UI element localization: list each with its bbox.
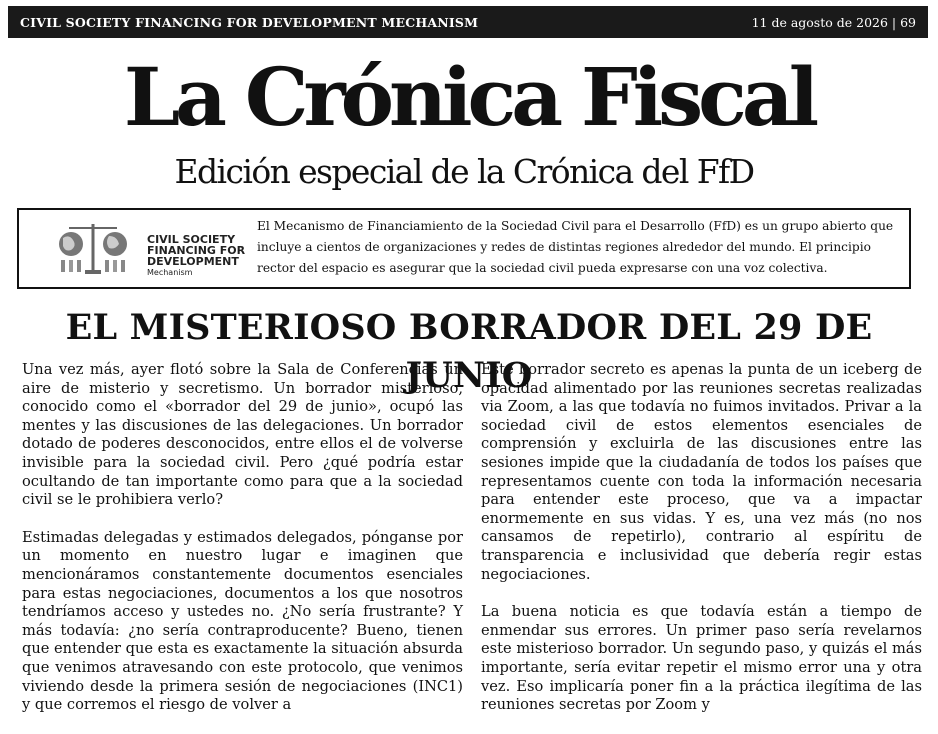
- ffd-logo: [57, 220, 247, 276]
- logo-line-3: DEVELOPMENT: [147, 255, 239, 268]
- paragraph: Estimadas delegadas y estimados delegados, pónganse por un momento en nuestro lugar e imaginen que mencionáramos constantemente documentos esenciales para estas negociaciones, documentos a los que nosotros tendríamos acceso y ustedes no. ¿No sería frustrante? Y más todavía: ¿no sería contraproducente? Bueno, tienen que entender que esta es exactamente la situación absurda que venimos atravesando con este protocolo, que venimos viviendo desde la primera sesión de negociaciones (INC1) y que corremos el riesgo de volver a: [22, 528, 463, 714]
- newspaper-title: La Crónica Fiscal: [123, 50, 815, 144]
- logo-line-4: Mechanism: [147, 268, 193, 277]
- article-column-right: [481, 361, 922, 734]
- article-column-left: [22, 361, 463, 734]
- logo-line-2: FINANCING FOR: [147, 244, 246, 257]
- about-box: [17, 208, 911, 289]
- top-banner: [8, 6, 928, 38]
- newspaper-subtitle: Edición especial de la Crónica del FfD: [174, 152, 754, 191]
- article-headline: EL MISTERIOSO BORRADOR DEL 29 DE JUNIO: [65, 307, 873, 396]
- paragraph: La buena noticia es que todavía están a tiempo de enmendar sus errores. Un primer paso sería revelarnos este misterioso borrador. Un segundo paso, y quizás el más importante, sería evitar repetir el mismo error una y otra vez. Eso implicaría poner fin a la práctica ilegítima de las reuniones secretas por Zoom y: [481, 603, 922, 714]
- about-text: El Mecanismo de Financiamiento de la Sociedad Civil para el Desarrollo (FfD) es un grupo abierto que incluye a cientos de organizaciones y redes de distintas regiones alrededor del mundo. El principio rector del espacio es asegurar que la sociedad civil pueda expresarse con una voz colectiva.: [257, 219, 894, 275]
- organization-name: CIVIL SOCIETY FINANCING FOR DEVELOPMENT MECHANISM: [20, 14, 479, 30]
- issue-date: 11 de agosto de 2026 | 69: [751, 14, 916, 30]
- logo-wordmark: [147, 234, 245, 278]
- logo-line-1: CIVIL SOCIETY: [147, 233, 236, 246]
- scales-globes-icon: [57, 220, 129, 276]
- paragraph: Este borrador secreto es apenas la punta de un iceberg de opacidad alimentado por las reuniones secretas realizadas via Zoom, a las que todavía no fuimos invitados. Privar a la sociedad civil de estos elementos esenciales de comprensión y excluirla de las discusiones entre las sesiones impide que la ciudadanía de todos los países que representamos cuente con toda la información necesaria para entender este proceso, que va a impactar enormemente en sus vidas. Y es, una vez más (no nos cansamos de repetirlo), contrario al espíritu de transparencia e inclusividad que debería regir estas negociaciones.: [481, 361, 922, 583]
- paragraph: Una vez más, ayer flotó sobre la Sala de Conferencias un aire de misterio y secretismo. Un borrador misterioso, conocido como el «borrador del 29 de junio», ocupó las mentes y las discusiones de las delegaciones. Un borrador dotado de poderes desconocidos, entre ellos el de volverse invisible para la sociedad civil. Pero ¿qué podría estar ocultando de tan importante como para que a la sociedad civil se le prohibiera verlo?: [22, 361, 463, 509]
